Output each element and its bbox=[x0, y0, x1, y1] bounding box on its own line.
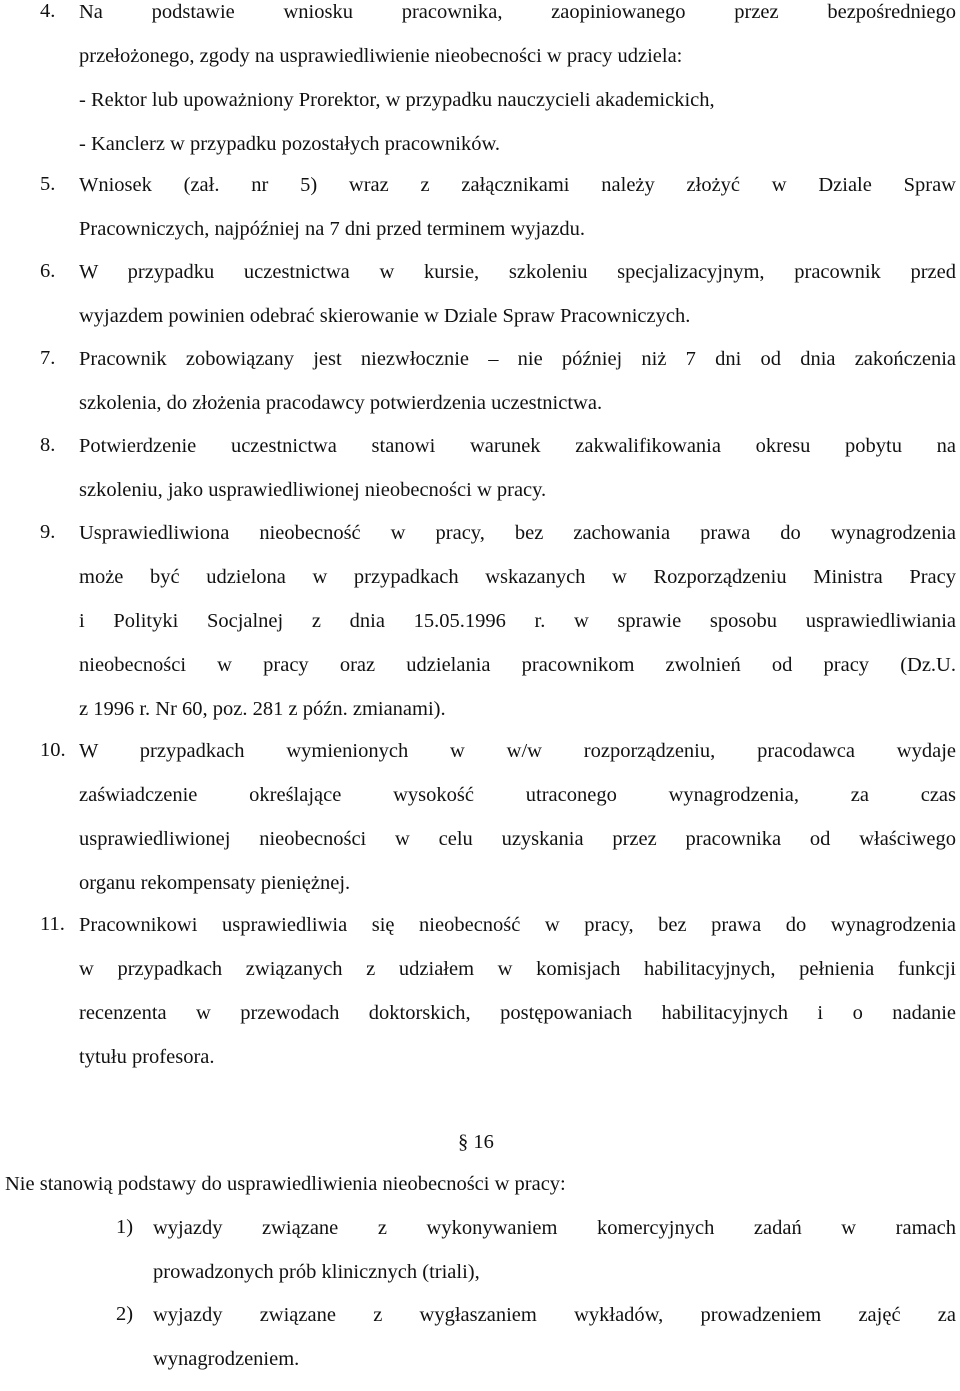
text-line: Potwierdzenie uczestnictwa stanowi warunek zakwalifikowania okresu pobytu na bbox=[79, 435, 956, 457]
text-line: recenzenta w przewodach doktorskich, postępowaniach habilitacyjnych i o nadanie bbox=[79, 1002, 956, 1024]
item-number: 11. bbox=[40, 913, 65, 935]
item-number: 8. bbox=[40, 434, 56, 456]
text-line: Pracownik zobowiązany jest niezwłocznie – nie później niż 7 dni od dnia zakończenia bbox=[79, 348, 956, 370]
text-line: zaświadczenie określające wysokość utraconego wynagrodzenia, za czas bbox=[79, 784, 956, 806]
item-number: 6. bbox=[40, 260, 56, 282]
item-number: 1) bbox=[116, 1216, 134, 1238]
item-text bbox=[79, 347, 956, 435]
text-line: prowadzonych prób klinicznych (triali), bbox=[153, 1261, 480, 1283]
section-intro: Nie stanowią podstawy do usprawiedliwienia nieobecności w pracy: bbox=[5, 1173, 566, 1195]
text-line: nieobecności w pracy oraz udzielania pracownikom zwolnień od pracy (Dz.U. bbox=[79, 654, 956, 676]
item-number: 5. bbox=[40, 173, 56, 195]
item-text bbox=[79, 260, 956, 348]
item-number: 7. bbox=[40, 347, 56, 369]
item-text bbox=[153, 1216, 956, 1304]
item-text bbox=[153, 1303, 956, 1391]
text-line: tytułu profesora. bbox=[79, 1046, 215, 1068]
text-line: Pracowniczych, najpóźniej na 7 dni przed terminem wyjazdu. bbox=[79, 218, 586, 240]
text-line: wynagrodzeniem. bbox=[153, 1348, 300, 1370]
text-line: - Kanclerz w przypadku pozostałych pracowników. bbox=[79, 133, 501, 155]
text-line: Wniosek (zał. nr 5) wraz z załącznikami należy złożyć w Dziale Spraw bbox=[79, 174, 956, 196]
text-line: szkolenia, do złożenia pracodawcy potwierdzenia uczestnictwa. bbox=[79, 392, 603, 414]
item-text bbox=[79, 739, 956, 915]
text-line: szkoleniu, jako usprawiedliwionej nieobecności w pracy. bbox=[79, 479, 547, 501]
text-line: Usprawiedliwiona nieobecność w pracy, bez zachowania prawa do wynagrodzenia bbox=[79, 522, 956, 544]
text-line: Pracownikowi usprawiedliwia się nieobecność w pracy, bez prawa do wynagrodzenia bbox=[79, 914, 956, 936]
section-title: § 16 bbox=[458, 1131, 494, 1153]
item-text bbox=[79, 173, 956, 261]
item-number: 10. bbox=[40, 739, 66, 761]
text-line: z 1996 r. Nr 60, poz. 281 z późn. zmianami). bbox=[79, 698, 446, 720]
text-line: organu rekompensaty pieniężnej. bbox=[79, 872, 351, 894]
item-number: 9. bbox=[40, 521, 56, 543]
item-number: 4. bbox=[40, 0, 56, 22]
text-line: W przypadku uczestnictwa w kursie, szkoleniu specjalizacyjnym, pracownik przed bbox=[79, 261, 956, 283]
text-line: usprawiedliwionej nieobecności w celu uzyskania przez pracownika od właściwego bbox=[79, 828, 956, 850]
text-line: - Rektor lub upoważniony Prorektor, w przypadku nauczycieli akademickich, bbox=[79, 89, 715, 111]
item-text bbox=[79, 521, 956, 741]
text-line: wyjazdy związane z wykonywaniem komercyjnych zadań w ramach bbox=[153, 1217, 956, 1239]
item-text bbox=[79, 0, 956, 176]
text-line: w przypadkach związanych z udziałem w komisjach habilitacyjnych, pełnienia funkcji bbox=[79, 958, 956, 980]
text-line: i Polityki Socjalnej z dnia 15.05.1996 r. w sprawie sposobu usprawiedliwiania bbox=[79, 610, 956, 632]
item-text bbox=[79, 434, 956, 522]
text-line: wyjazdem powinien odebrać skierowanie w Dziale Spraw Pracowniczych. bbox=[79, 305, 691, 327]
text-line: Na podstawie wniosku pracownika, zaopiniowanego przez bezpośredniego bbox=[79, 1, 956, 23]
item-text bbox=[79, 913, 956, 1089]
text-line: W przypadkach wymienionych w w/w rozporządzeniu, pracodawca wydaje bbox=[79, 740, 956, 762]
text-line: może być udzielona w przypadkach wskazanych w Rozporządzeniu Ministra Pracy bbox=[79, 566, 956, 588]
item-number: 2) bbox=[116, 1303, 134, 1325]
text-line: przełożonego, zgody na usprawiedliwienie nieobecności w pracy udziela: bbox=[79, 45, 683, 67]
text-line: wyjazdy związane z wygłaszaniem wykładów, prowadzeniem zajęć za bbox=[153, 1304, 956, 1326]
